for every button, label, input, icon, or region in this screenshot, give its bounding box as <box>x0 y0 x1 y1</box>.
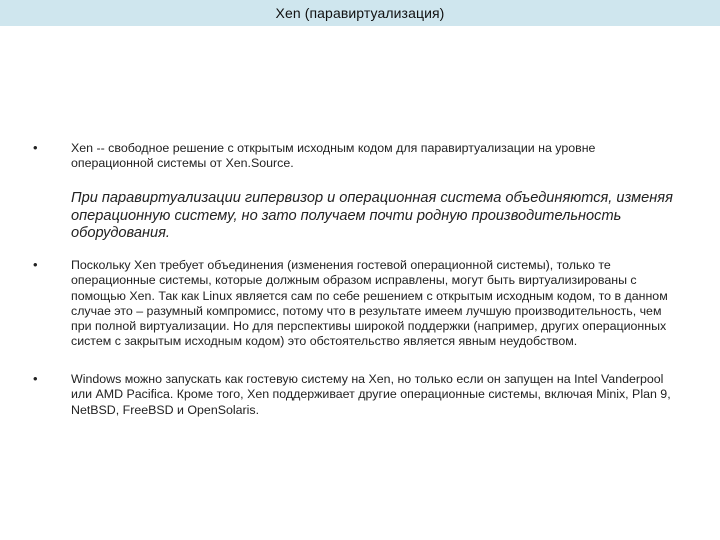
bullet-marker: • <box>33 257 38 272</box>
slide-title: Xen (паравиртуализация) <box>275 5 445 21</box>
bullet-text-xen-windows: Windows можно запускать как гостевую систему на Xen, но только если он запущен на Intel Vanderpool или AMD Pacifica. Кроме того, Xen поддерживает другие операционные системы, включая Minix, Plan 9, NetBSD, FreeBSD и OpenSolaris. <box>71 372 671 417</box>
bullet-text-xen-linux: Поскольку Xen требует объединения (изменения гостевой операционной системы), только те операционные системы, которые должным образом исправлены, могут быть виртуализированы с помощью Xen. Так как Linux является сам по себе решением с открытым исходным кодом, то в данном случае это – разумный компромисс, потому что в результате имеем лучшую производительность, чем при полной виртуализации. Но для перспективы широкой поддержки (например, других операционных систем с закрытым исходным кодом) это обстоятельство является явным неудобством. <box>71 258 668 349</box>
bullet-text-xen-intro: Xen -- свободное решение с открытым исходным кодом для паравиртуализации на уровне операционной системы от Xen.Source. <box>71 141 596 171</box>
bullet-marker: • <box>33 140 38 155</box>
italic-note: При паравиртуализации гипервизор и операционная система объединяются, изменяя операционную систему, но зато получаем почти родную производительность оборудования. <box>71 190 673 241</box>
bullet-marker: • <box>33 371 38 386</box>
title-bar <box>0 0 720 26</box>
